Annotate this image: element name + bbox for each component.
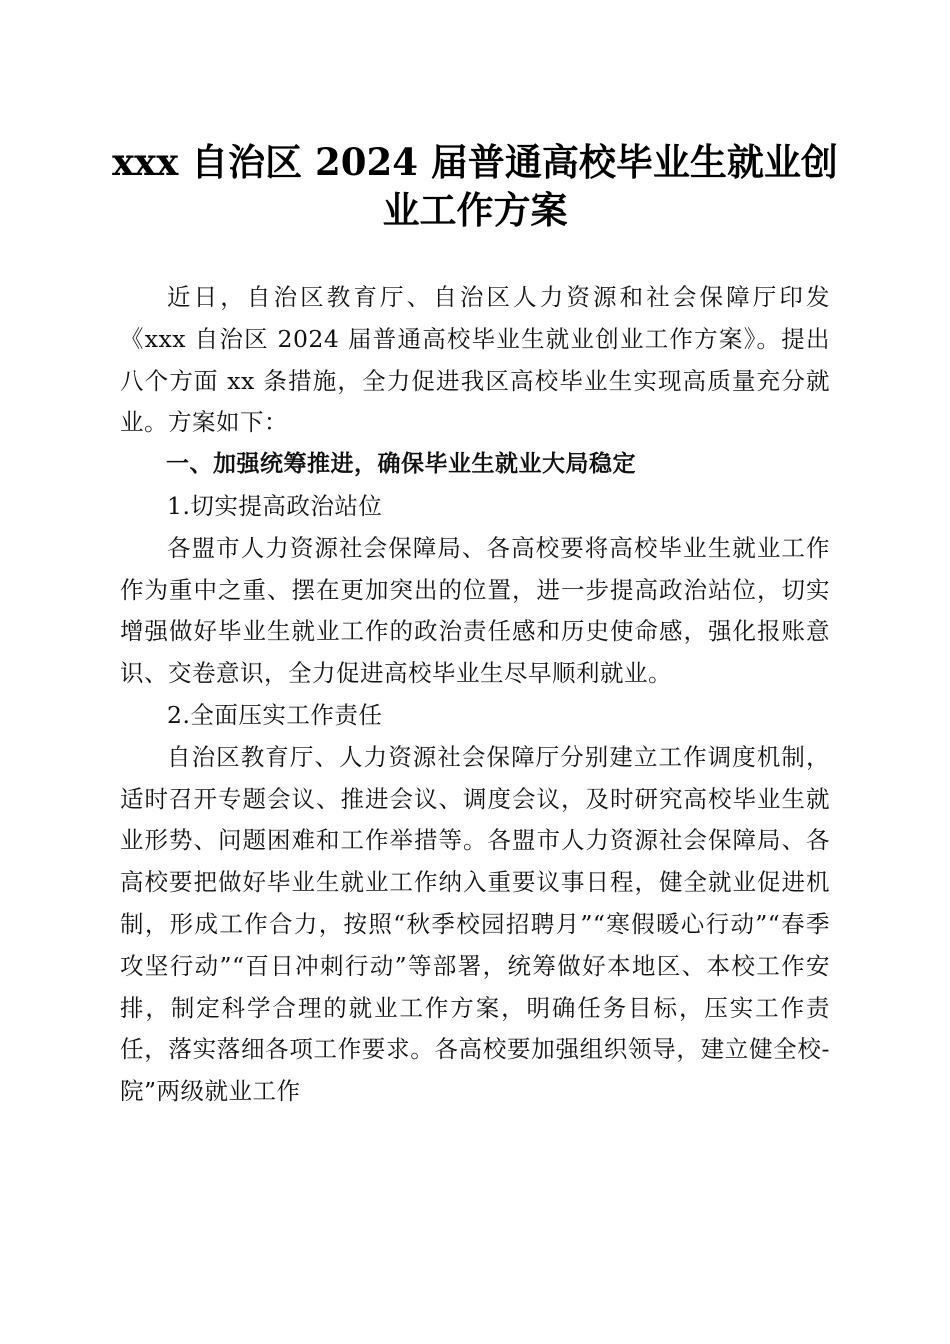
document-body — [120, 277, 830, 1113]
section-heading: 一、加强统筹推进，确保毕业生就业大局稳定 — [166, 451, 636, 478]
item-heading: 1.切实提高政治站位 — [167, 491, 383, 520]
item-heading: 2.全面压实工作责任 — [167, 700, 383, 729]
document-title: xxx 自治区 2024 届普通高校毕业生就业创业工作方案 — [112, 140, 838, 232]
item-paragraph: 各盟市人力资源社会保障局、各高校要将高校毕业生就业工作作为重中之重、摆在更加突出的位置，进一步提高政治站位，切实增强做好毕业生就业工作的政治责任感和历史使命感，强化报账意识、交卷意识，全力促进高校毕业生尽早顺利就业。 — [120, 533, 830, 688]
intro-paragraph: 近日，自治区教育厅、自治区人力资源和社会保障厅印发《xxx 自治区 2024 届普通高校毕业生就业创业工作方案》。提出八个方面 xx 条措施，全力促进我区高校毕业生实现高质量充分就业。方案如下： — [120, 283, 830, 437]
item-paragraph: 自治区教育厅、人力资源社会保障厅分别建立工作调度机制，适时召开专题会议、推进会议、调度会议，及时研究高校毕业生就业形势、问题困难和工作举措等。各盟市人力资源社会保障局、各高校要把做好毕业生就业工作纳入重要议事日程，健全就业促进机制，形成工作合力，按照“秋季校园招聘月”“寒假暖心行动”“春季攻坚行动”“百日冲刺行动”等部署，统筹做好本地区、本校工作安排，制定科学合理的就业工作方案，明确任务目标，压实工作责任，落实落细各项工作要求。各高校要加强组织领导，建立健全校-院”两级就业工作 — [120, 742, 830, 1106]
